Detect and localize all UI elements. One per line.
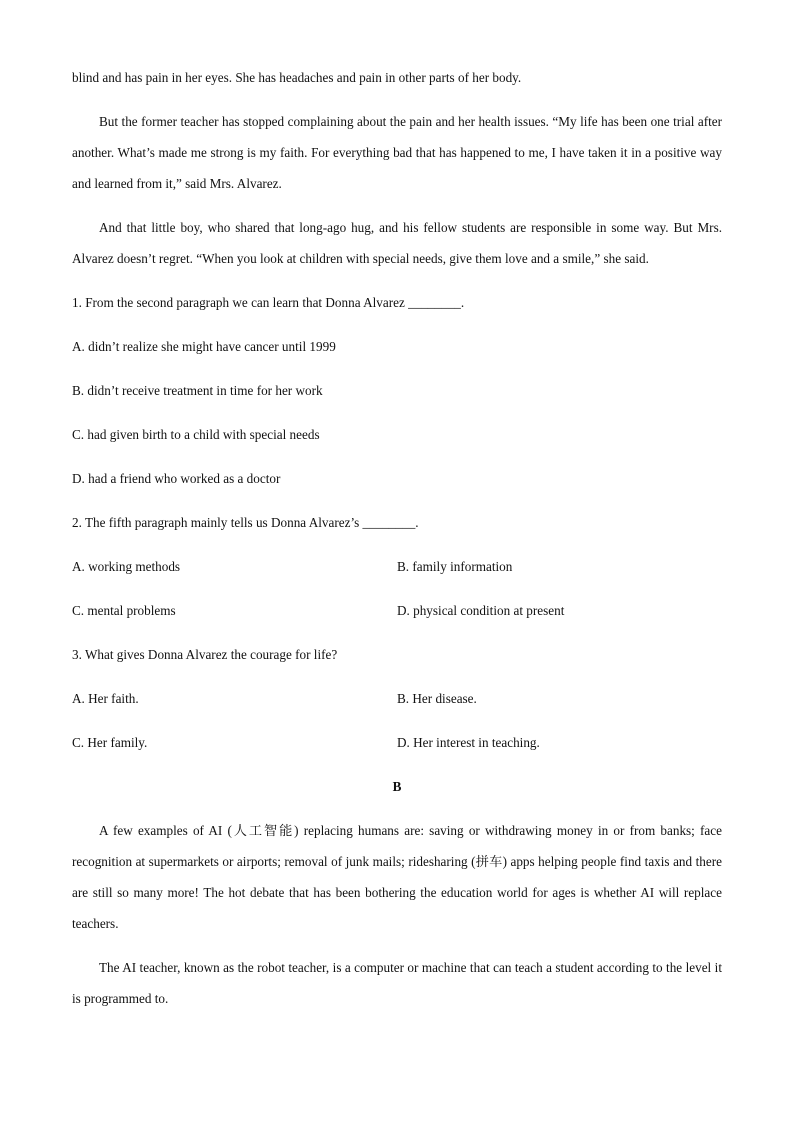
question-1-option-b: B. didn’t receive treatment in time for her work xyxy=(72,383,323,398)
question-2-option-b: B. family information xyxy=(397,559,513,574)
question-2-option-a: A. working methods xyxy=(72,559,181,574)
question-1 xyxy=(72,287,722,494)
section-b-paragraph-2: The AI teacher, known as the robot teacher, is a computer or machine that can teach a student according to the level it is programmed to. xyxy=(72,960,722,1006)
question-2-options-row-2 xyxy=(72,595,722,626)
question-3-option-b: B. Her disease. xyxy=(397,691,477,706)
passage-a-paragraph-5: But the former teacher has stopped complaining about the pain and her health issues. “My life has been one trial after another. What’s made me strong is my faith. For everything bad that has happened to me, I have taken it in a positive way and learned from it,” said Mrs. Alvarez. xyxy=(72,114,722,191)
question-3-option-d: D. Her interest in teaching. xyxy=(397,735,540,750)
question-2 xyxy=(72,507,722,626)
question-2-option-c: C. mental problems xyxy=(72,603,176,618)
document-page xyxy=(72,62,722,1014)
question-1-option-c: C. had given birth to a child with special needs xyxy=(72,427,320,442)
question-2-stem: 2. The fifth paragraph mainly tells us Donna Alvarez’s ________. xyxy=(72,515,419,530)
passage-a-paragraph-4-tail: blind and has pain in her eyes. She has headaches and pain in other parts of her body. xyxy=(72,70,522,85)
passage-a-paragraph-6: And that little boy, who shared that long-ago hug, and his fellow students are responsible in some way. But Mrs. Alvarez doesn’t regret. “When you look at children with special needs, give them love and a smile,” she said. xyxy=(72,220,722,266)
question-1-option-a: A. didn’t realize she might have cancer until 1999 xyxy=(72,339,336,354)
question-3 xyxy=(72,639,722,758)
question-3-options-row-1 xyxy=(72,683,722,714)
question-1-stem: 1. From the second paragraph we can learn that Donna Alvarez ________. xyxy=(72,295,465,310)
section-b-title: B xyxy=(392,779,402,794)
question-3-option-a: A. Her faith. xyxy=(72,691,139,706)
question-2-option-d: D. physical condition at present xyxy=(397,603,565,618)
question-3-options-row-2 xyxy=(72,727,722,758)
question-2-options-row-1 xyxy=(72,551,722,582)
section-b-paragraph-1: A few examples of AI (人工智能) replacing humans are: saving or withdrawing money in or from banks; face recognition at supermarkets or airports; removal of junk mails; ridesharing (拼车) apps helping people find taxis and there are still so many more! The hot debate that has been bothering the education world for ages is whether AI will replace teachers. xyxy=(72,823,722,931)
question-3-option-c: C. Her family. xyxy=(72,735,148,750)
question-3-stem: 3. What gives Donna Alvarez the courage for life? xyxy=(72,647,338,662)
question-1-option-d: D. had a friend who worked as a doctor xyxy=(72,471,281,486)
